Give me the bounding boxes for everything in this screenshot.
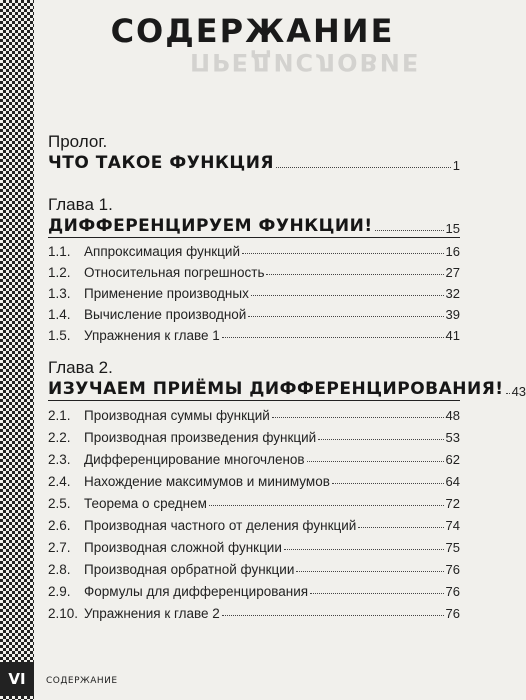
prologue-label: Пролог. bbox=[48, 132, 108, 151]
dot-leader bbox=[272, 417, 444, 418]
section-page: 16 bbox=[445, 244, 460, 259]
chapter-2-entry[interactable] bbox=[48, 379, 526, 399]
toc-entry-2-2[interactable] bbox=[48, 430, 460, 445]
toc-entry-1-1[interactable] bbox=[48, 244, 460, 259]
section-title: Аппроксимация функций bbox=[84, 244, 240, 259]
dot-leader bbox=[375, 230, 444, 231]
dot-leader bbox=[222, 337, 444, 338]
section-title: Дифференцирование многочленов bbox=[84, 452, 305, 467]
section-title: Упражнения к главе 2 bbox=[84, 606, 220, 621]
section-page: 76 bbox=[445, 562, 460, 577]
section-number: 1.4. bbox=[48, 307, 71, 322]
footer-label: СОДЕРЖАНИЕ bbox=[46, 676, 118, 686]
section-number: 2.9. bbox=[48, 584, 71, 599]
dot-leader bbox=[209, 505, 444, 506]
toc-entry-2-6[interactable] bbox=[48, 518, 460, 533]
toc-entry-2-3[interactable] bbox=[48, 452, 460, 467]
toc-entry-1-4[interactable] bbox=[48, 307, 460, 322]
section-number: 2.1. bbox=[48, 408, 71, 423]
chapter-1-title: ДИФФЕРЕНЦИРУЕМ ФУНКЦИИ! bbox=[48, 216, 373, 236]
section-title: Нахождение максимумов и минимумов bbox=[84, 474, 330, 489]
chapter-1-label: Глава 1. bbox=[48, 195, 113, 214]
toc-entry-1-5[interactable] bbox=[48, 328, 460, 343]
section-page: 41 bbox=[445, 328, 460, 343]
section-page: 32 bbox=[445, 286, 460, 301]
section-page: 76 bbox=[445, 606, 460, 621]
toc-entry-2-9[interactable] bbox=[48, 584, 460, 599]
chapter-1-underline bbox=[48, 237, 460, 238]
chapter-2-underline bbox=[48, 400, 460, 401]
section-page: 72 bbox=[445, 496, 460, 511]
section-page: 64 bbox=[445, 474, 460, 489]
section-title: Производная частного от деления функций bbox=[84, 518, 357, 533]
section-number: 1.1. bbox=[48, 244, 71, 259]
toc-entry-2-7[interactable] bbox=[48, 540, 460, 555]
chapter-1-page: 15 bbox=[445, 221, 460, 236]
toc-entry-2-1[interactable] bbox=[48, 408, 460, 423]
section-number: 2.3. bbox=[48, 452, 71, 467]
prologue-entry[interactable] bbox=[48, 153, 460, 173]
section-title: Производная произведения функций bbox=[84, 430, 317, 445]
toc-entry-1-3[interactable] bbox=[48, 286, 460, 301]
chapter-2-page: 43 bbox=[511, 384, 526, 399]
section-title: Производная орбратной функции bbox=[84, 562, 295, 577]
chapter-2-label: Глава 2. bbox=[48, 358, 113, 377]
section-number: 2.6. bbox=[48, 518, 71, 533]
dot-leader bbox=[358, 527, 443, 528]
chapter-1-entry[interactable] bbox=[48, 216, 460, 236]
section-page: 62 bbox=[445, 452, 460, 467]
dot-leader bbox=[266, 274, 443, 275]
dot-leader bbox=[242, 253, 444, 254]
dot-leader bbox=[506, 393, 510, 394]
section-number: 2.5. bbox=[48, 496, 71, 511]
prologue-title: ЧТО ТАКОЕ ФУНКЦИЯ bbox=[48, 153, 275, 173]
dot-leader bbox=[332, 483, 444, 484]
section-title: Упражнения к главе 1 bbox=[84, 328, 220, 343]
prologue-page: 1 bbox=[452, 158, 460, 173]
section-title: Производная сложной функции bbox=[84, 540, 282, 555]
bleed-through-text: ПРЕДИСЛОВИЕ bbox=[190, 48, 421, 76]
chapter-2-title: ИЗУЧАЕМ ПРИЁМЫ ДИФФЕРЕНЦИРОВАНИЯ! bbox=[48, 379, 504, 399]
checkered-margin bbox=[0, 0, 34, 700]
section-number: 1.5. bbox=[48, 328, 71, 343]
toc-entry-2-10[interactable] bbox=[48, 606, 460, 621]
section-title: Вычисление производной bbox=[84, 307, 247, 322]
section-page: 48 bbox=[445, 408, 460, 423]
section-title: Относительная погрешность bbox=[84, 265, 265, 280]
section-title: Формулы для дифференцирования bbox=[84, 584, 309, 599]
section-number: 2.10. bbox=[48, 606, 79, 621]
dot-leader bbox=[307, 461, 444, 462]
dot-leader bbox=[248, 316, 443, 317]
dot-leader bbox=[251, 295, 444, 296]
toc-entry-1-2[interactable] bbox=[48, 265, 460, 280]
dot-leader bbox=[310, 593, 443, 594]
section-page: 74 bbox=[445, 518, 460, 533]
section-page: 75 bbox=[445, 540, 460, 555]
dot-leader bbox=[276, 167, 451, 168]
section-number: 2.7. bbox=[48, 540, 71, 555]
section-number: 1.3. bbox=[48, 286, 71, 301]
dot-leader bbox=[222, 615, 444, 616]
dot-leader bbox=[296, 571, 443, 572]
dot-leader bbox=[284, 549, 444, 550]
section-number: 2.8. bbox=[48, 562, 71, 577]
section-page: 39 bbox=[445, 307, 460, 322]
section-number: 1.2. bbox=[48, 265, 71, 280]
section-page: 76 bbox=[445, 584, 460, 599]
section-title: Теорема о среднем bbox=[84, 496, 207, 511]
toc-entry-2-4[interactable] bbox=[48, 474, 460, 489]
page-number: VI bbox=[0, 662, 34, 696]
page-title: СОДЕРЖАНИЕ bbox=[110, 12, 395, 50]
section-page: 53 bbox=[445, 430, 460, 445]
dot-leader bbox=[318, 439, 443, 440]
toc-entry-2-5[interactable] bbox=[48, 496, 460, 511]
section-number: 2.4. bbox=[48, 474, 71, 489]
section-title: Применение производных bbox=[84, 286, 249, 301]
toc-entry-2-8[interactable] bbox=[48, 562, 460, 577]
section-title: Производная суммы функций bbox=[84, 408, 270, 423]
section-number: 2.2. bbox=[48, 430, 71, 445]
section-page: 27 bbox=[445, 265, 460, 280]
